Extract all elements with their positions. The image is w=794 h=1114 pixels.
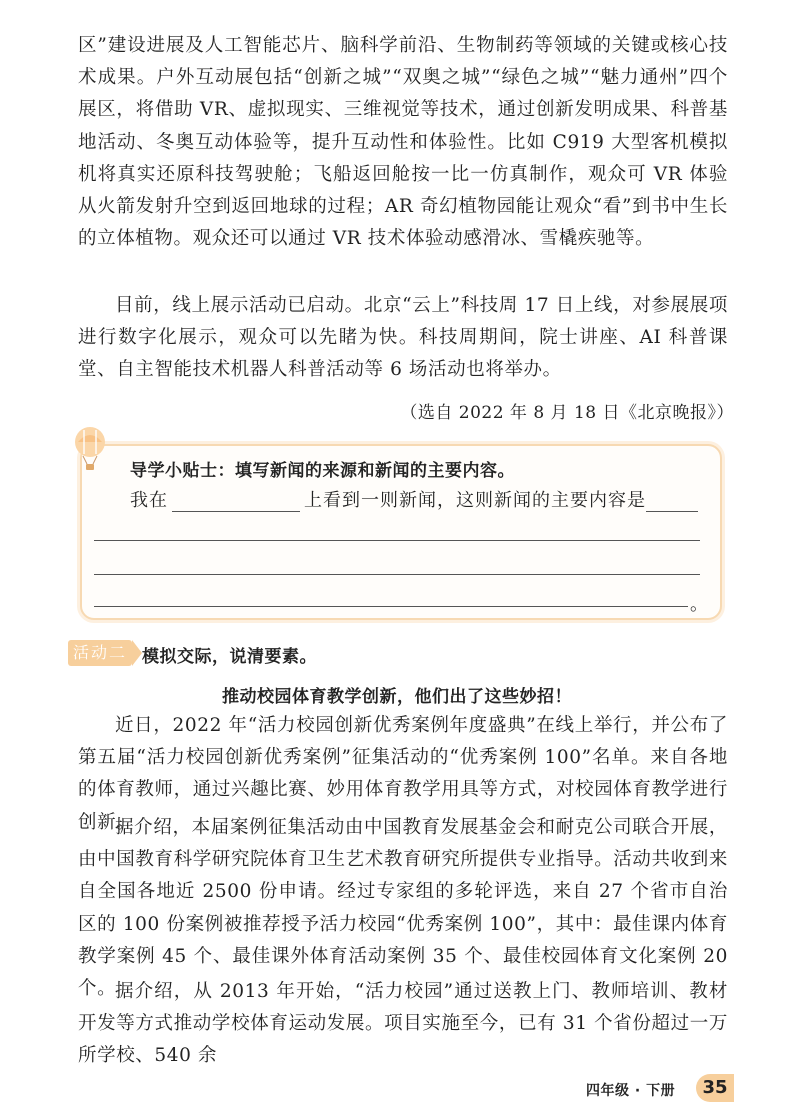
tip-line-middle: 上看到一则新闻，这则新闻的主要内容是	[304, 490, 646, 511]
activity-badge	[68, 640, 132, 666]
tip-title: 导学小贴士：填写新闻的来源和新闻的主要内容。	[130, 461, 515, 481]
answer-line-2[interactable]	[94, 574, 700, 575]
article1-paragraph-2: 目前，线上展示活动已启动。北京“云上”科技周 17 日上线，对参展展项进行数字化展示，观众可以先睹为快。科技周期间，院士讲座、AI 科普课堂、自主智能技术机器人科普活动等 6 场活动也将举办。	[78, 295, 728, 381]
article2-paragraph-3: 据介绍，从 2013 年开始，“活力校园”通过送教上门、教师培训、教材开发等方式推动学校体育运动发展。项目实施至今，已有 31 个省份超过一万所学校、540 余	[78, 981, 728, 1067]
article1-paragraph-1: 区”建设进展及人工智能芯片、脑科学前沿、生物制药等领域的关键或核心技术成果。户外互动展包括“创新之城”“双奥之城”“绿色之城”“魅力通州”四个展区，将借助 VR、虚拟现实、三维视觉等技术，通过创新发明成果、科普基地活动、冬奥互动体验等，提升互动性和体验性。比如 C919 大型客机模拟机将真实还原科技驾驶舱；飞船返回舱按一比一仿真制作，观众可 VR 体验从火箭发射升空到返回地球的过程；AR 奇幻植物园能让观众“看”到书中生长的立体植物。观众还可以通过 VR 技术体验动感滑冰、雪橇疾驰等。	[78, 35, 728, 250]
tip-fill-line	[130, 486, 698, 512]
activity-badge-label: 活动二	[72, 643, 127, 662]
footer-grade: 四年级 · 下册	[586, 1083, 676, 1099]
article2-paragraph-1: 近日，2022 年“活力校园创新优秀案例年度盛典”在线上举行，并公布了第五届“活力校园创新优秀案例”征集活动的“优秀案例 100”名单。来自各地的体育教师，通过兴趣比赛、妙用体育教学用具等方式，对校园体育教学进行创新。	[78, 715, 728, 833]
article1-source: （选自 2022 年 8 月 18 日《北京晚报》）	[400, 403, 734, 423]
tip-line-prefix: 我在	[130, 490, 168, 511]
answer-line-1[interactable]	[94, 540, 700, 541]
article2-paragraph-2: 据介绍，本届案例征集活动由中国教育发展基金会和耐克公司联合开展，由中国教育科学研究院体育卫生艺术教育研究所提供专业指导。活动共收到来自全国各地近 2500 份申请。经过专家组的多轮评选，来自 27 个省市自治区的 100 份案例被推荐授予活力校园“优秀案例 100”，其中：最佳课内体育教学案例 45 个、最佳课外体育活动案例 35 个、最佳校园体育文化案例 20 个。	[78, 817, 728, 1000]
activity-title: 模拟交际，说清要素。	[142, 647, 317, 667]
balloon-icon	[72, 426, 108, 472]
page-number: 35	[696, 1074, 734, 1102]
tip-end-mark: 。	[690, 594, 708, 615]
content-blank-start[interactable]	[646, 491, 698, 512]
article2-headline: 推动校园体育教学创新，他们出了这些妙招！	[222, 687, 572, 707]
source-blank[interactable]	[172, 491, 300, 512]
answer-line-3[interactable]	[94, 606, 688, 607]
